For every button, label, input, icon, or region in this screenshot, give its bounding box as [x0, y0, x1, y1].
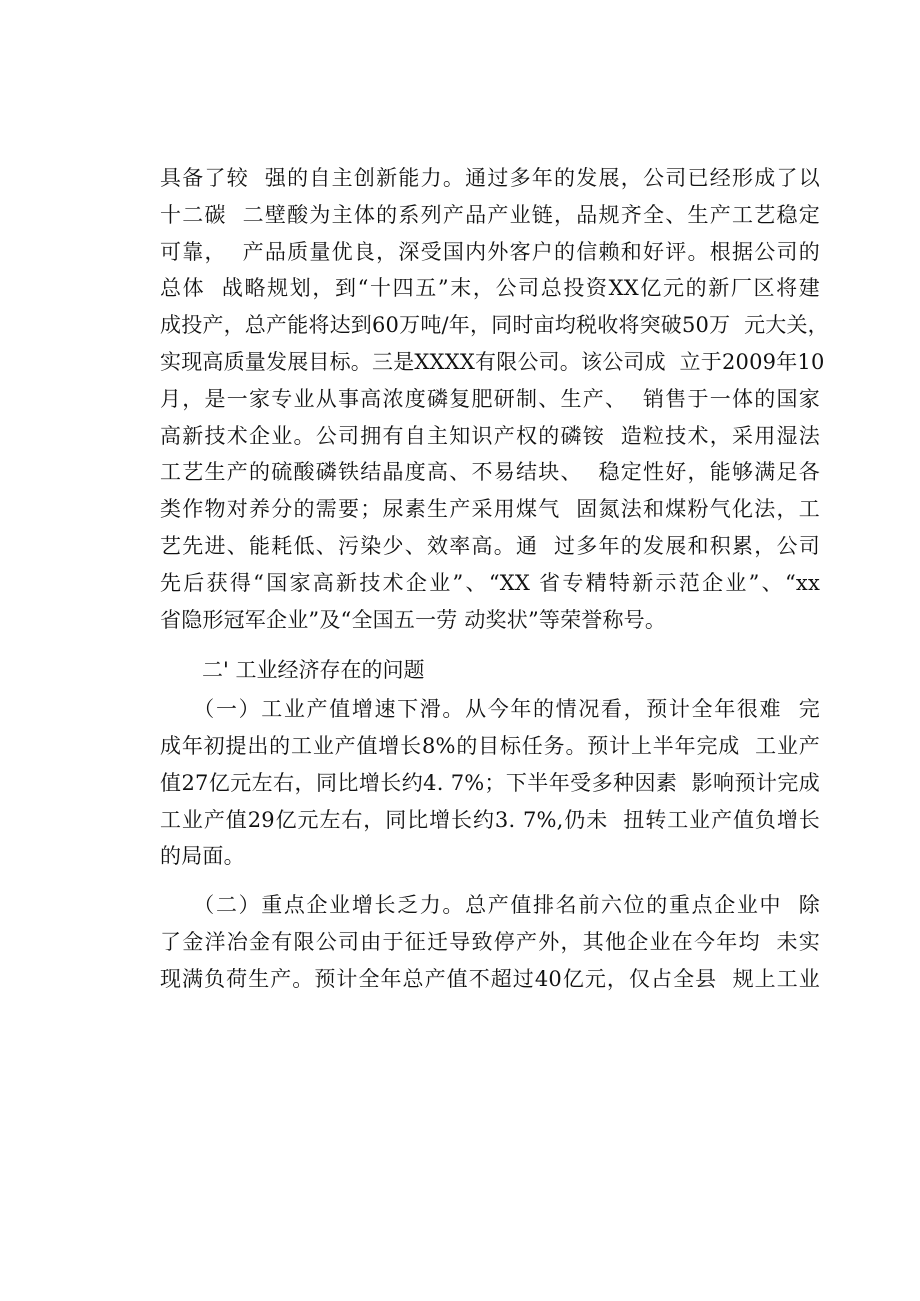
- text-line: 值27亿元左右，同比增长约4. 7%；下半年受多种因素 影响预计完成: [160, 770, 820, 795]
- text-line: 工艺生产的硫酸磷铁结晶度高、不易结块、 稳定性好，能够满足各: [160, 460, 820, 485]
- text-line: 成年初提出的工业产值增长8%的目标任务。预计上半年完成 工业产: [160, 733, 820, 758]
- text-line: （一）工业产值增速下滑。从今年的情况看，预计全年很难 完: [160, 697, 820, 722]
- text-line: 高新技术企业。公司拥有自主知识产权的磷铵 造粒技术，采用湿法: [160, 423, 820, 448]
- text-line: 月，是一家专业从事高浓度磷复肥研制、生产、 销售于一体的国家: [160, 386, 820, 411]
- text-line: 实现高质量发展目标。三是XXXX有限公司。该公司成 立于2009年10: [160, 349, 825, 374]
- text-line: 了金洋冶金有限公司由于征迁导致停产外，其他企业在今年均 未实: [160, 929, 820, 954]
- text-line: 类作物对养分的需要；尿素生产采用煤气 固氮法和煤粉气化法，工: [160, 497, 820, 522]
- text-line: 工业产值29亿元左右，同比增长约3. 7%,仍未 扭转工业产值负增长: [160, 807, 820, 832]
- text-line: 成投产，总产能将达到60万吨/年，同时亩均税收将突破50万 元大关，: [160, 313, 829, 338]
- paragraph-section-one: [160, 691, 820, 875]
- text-line: 可靠， 产品质量优良，深受国内外客户的信赖和好评。根据公司的: [160, 239, 820, 264]
- text-line: 具备了较 强的自主创新能力。通过多年的发展，公司已经形成了以: [160, 166, 820, 190]
- section-heading: 二' 工业经济存在的问题: [202, 658, 425, 683]
- text-line: 的局面。: [160, 844, 245, 869]
- text-line: 艺先进、能耗低、污染少、效率高。通 过多年的发展和积累，公司: [160, 533, 820, 558]
- paragraph-company-intro: [160, 160, 829, 638]
- text-line: 省隐形冠军企业”及“全国五一劳 动奖状”等荣誉称号。: [160, 607, 667, 632]
- paragraph-spacer: [160, 875, 820, 887]
- text-line: 现满负荷生产。预计全年总产值不超过40亿元，仅占全县 规上工业: [160, 966, 820, 991]
- text-line: 总体 战略规划，到“十四五”末，公司总投资XX亿元的新厂区将建: [160, 276, 820, 301]
- text-line: （二）重点企业增长乏力。总产值排名前六位的重点企业中 除: [160, 893, 820, 918]
- text-line: 十二碳 二壁酸为主体的系列产品产业链，品规齐全、生产工艺稳定: [160, 202, 820, 227]
- paragraph-section-two: [160, 887, 820, 997]
- text-line: 先后获得“国家高新技术企业”、“XX 省专精特新示范企业”、“xx: [160, 570, 820, 595]
- document-body: [160, 160, 829, 998]
